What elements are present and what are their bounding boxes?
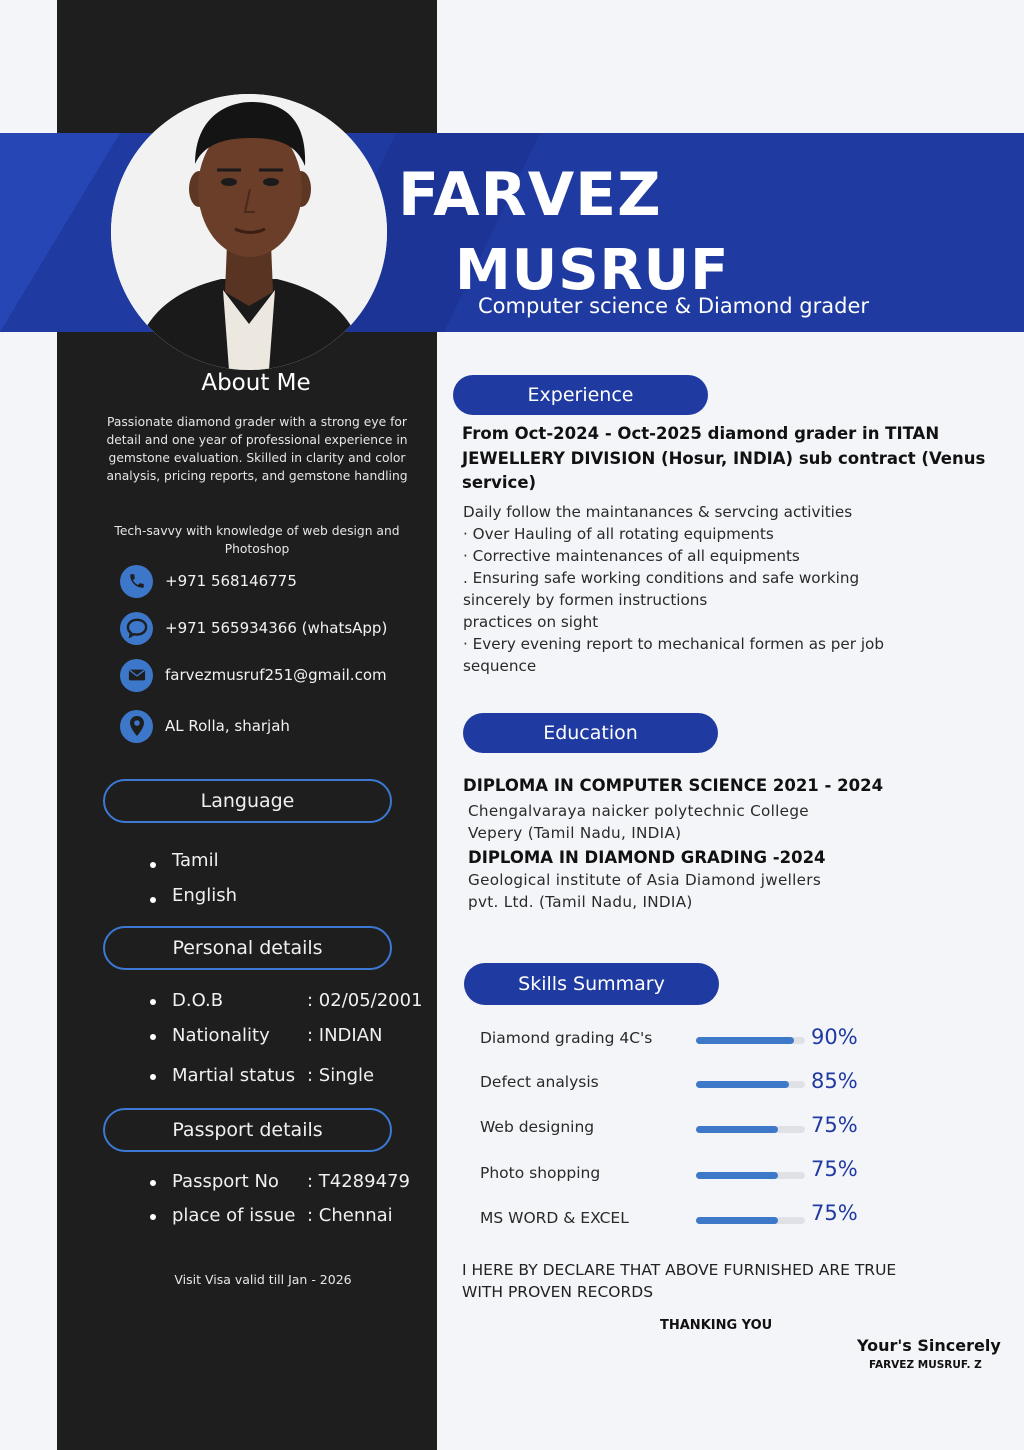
- passport-details-heading: Passport details: [103, 1108, 392, 1152]
- language-list: [150, 847, 237, 917]
- skill-name: Defect analysis: [480, 1073, 599, 1091]
- profile-photo: [111, 94, 387, 370]
- education-location: Vepery (Tamil Nadu, INDIA): [468, 824, 682, 842]
- language-item: Tamil: [150, 847, 237, 882]
- skill-name: Diamond grading 4C's: [480, 1029, 653, 1047]
- about-paragraph: Tech-savvy with knowledge of web design and Photoshop: [114, 524, 400, 556]
- language-heading: Language: [103, 779, 392, 823]
- declaration-line: I HERE BY DECLARE THAT ABOVE FURNISHED ARE TRUE: [462, 1261, 897, 1279]
- skill-bar: [696, 1217, 805, 1224]
- skill-bar: [696, 1081, 805, 1088]
- skill-bar-fill: [696, 1172, 778, 1179]
- contact-email: [120, 658, 387, 692]
- skill-bar: [696, 1126, 805, 1133]
- experience-line: · Every evening report to mechanical formen as per job: [463, 635, 884, 653]
- skill-percent: 90%: [811, 1025, 858, 1049]
- skill-bar-fill: [696, 1126, 778, 1133]
- row-label: place of issue: [172, 1205, 296, 1226]
- skill-percent: 75%: [811, 1201, 858, 1225]
- skill-percent: 85%: [811, 1069, 858, 1093]
- contact-text: +971 568146775: [165, 572, 297, 590]
- skill-name: Photo shopping: [480, 1164, 601, 1182]
- personal-details-heading: Personal details: [103, 926, 392, 970]
- row-value: : T4289479: [307, 1171, 410, 1192]
- skill-bar: [696, 1172, 805, 1179]
- experience-line: sincerely by formen instructions: [463, 591, 708, 609]
- education-degree: DIPLOMA IN DIAMOND GRADING -2024: [468, 848, 826, 867]
- phone-icon: [120, 565, 153, 598]
- job-title: Computer science & Diamond grader: [478, 294, 870, 318]
- skill-bar-fill: [696, 1081, 789, 1088]
- experience-line: . Ensuring safe working conditions and safe working: [463, 569, 860, 587]
- mail-icon: [120, 659, 153, 692]
- experience-line: Daily follow the maintanances & servcing activities: [463, 503, 853, 521]
- row-label: Nationality: [172, 1025, 270, 1046]
- last-name: MUSRUF: [455, 238, 730, 303]
- declaration: [462, 1259, 896, 1303]
- contact-whatsapp: [120, 611, 387, 645]
- contact-location: [120, 709, 290, 743]
- declaration-line: WITH PROVEN RECORDS: [462, 1283, 654, 1301]
- about-paragraph: Passionate diamond grader with a strong eye for detail and one year of professional experience in gemstone evaluation. Skilled in clarity and color analysis, pricing reports, and gemstone handling: [106, 415, 408, 483]
- row-label: Passport No: [172, 1171, 279, 1192]
- skill-percent: 75%: [811, 1157, 858, 1181]
- row-value: : Chennai: [307, 1205, 393, 1226]
- location-pin-icon: [120, 710, 153, 743]
- skill-name: MS WORD & EXCEL: [480, 1209, 629, 1227]
- sign-off: Your's Sincerely: [857, 1336, 1001, 1355]
- row-value: : Single: [307, 1065, 375, 1086]
- visa-note: Visit Visa valid till Jan - 2026: [174, 1272, 352, 1287]
- skill-bar-fill: [696, 1217, 778, 1224]
- skill-name: Web designing: [480, 1118, 595, 1136]
- thanking-note: THANKING YOU: [660, 1318, 773, 1333]
- banner-decoration: [0, 133, 120, 332]
- experience-line: practices on sight: [463, 613, 599, 631]
- experience-title: From Oct-2024 - Oct-2025 diamond grader in TITAN JEWELLERY DIVISION (Hosur, INDIA) sub contract (Venus service): [462, 424, 986, 492]
- row-label: D.O.B: [172, 990, 224, 1011]
- education-degree: DIPLOMA IN COMPUTER SCIENCE 2021 - 2024: [463, 776, 884, 795]
- contact-phone: [120, 564, 297, 598]
- experience-line: sequence: [463, 657, 537, 675]
- about-title: About Me: [201, 370, 311, 396]
- experience-line: · Corrective maintenances of all equipments: [463, 547, 800, 565]
- skill-percent: 75%: [811, 1113, 858, 1137]
- chat-icon: [120, 612, 153, 645]
- skills-heading: Skills Summary: [464, 963, 719, 1005]
- row-value: : 02/05/2001: [307, 990, 423, 1011]
- contact-text: farvezmusruf251@gmail.com: [165, 666, 387, 684]
- row-label: Martial status: [172, 1065, 296, 1086]
- contact-text: +971 565934366 (whatsApp): [165, 619, 388, 637]
- experience-line: · Over Hauling of all rotating equipments: [463, 525, 774, 543]
- skill-bar-fill: [696, 1037, 794, 1044]
- education-institution: Chengalvaraya naicker polytechnic College: [468, 802, 809, 820]
- row-value: : INDIAN: [307, 1025, 383, 1046]
- language-item: English: [150, 882, 237, 917]
- first-name: FARVEZ: [398, 160, 662, 230]
- contact-text: AL Rolla, sharjah: [165, 717, 290, 735]
- education-institution: Geological institute of Asia Diamond jwellers: [468, 871, 822, 889]
- signature-name: FARVEZ MUSRUF. Z: [869, 1359, 982, 1371]
- skill-bar: [696, 1037, 805, 1044]
- experience-heading: Experience: [453, 375, 708, 415]
- education-heading: Education: [463, 713, 718, 753]
- education-location: pvt. Ltd. (Tamil Nadu, INDIA): [468, 893, 693, 911]
